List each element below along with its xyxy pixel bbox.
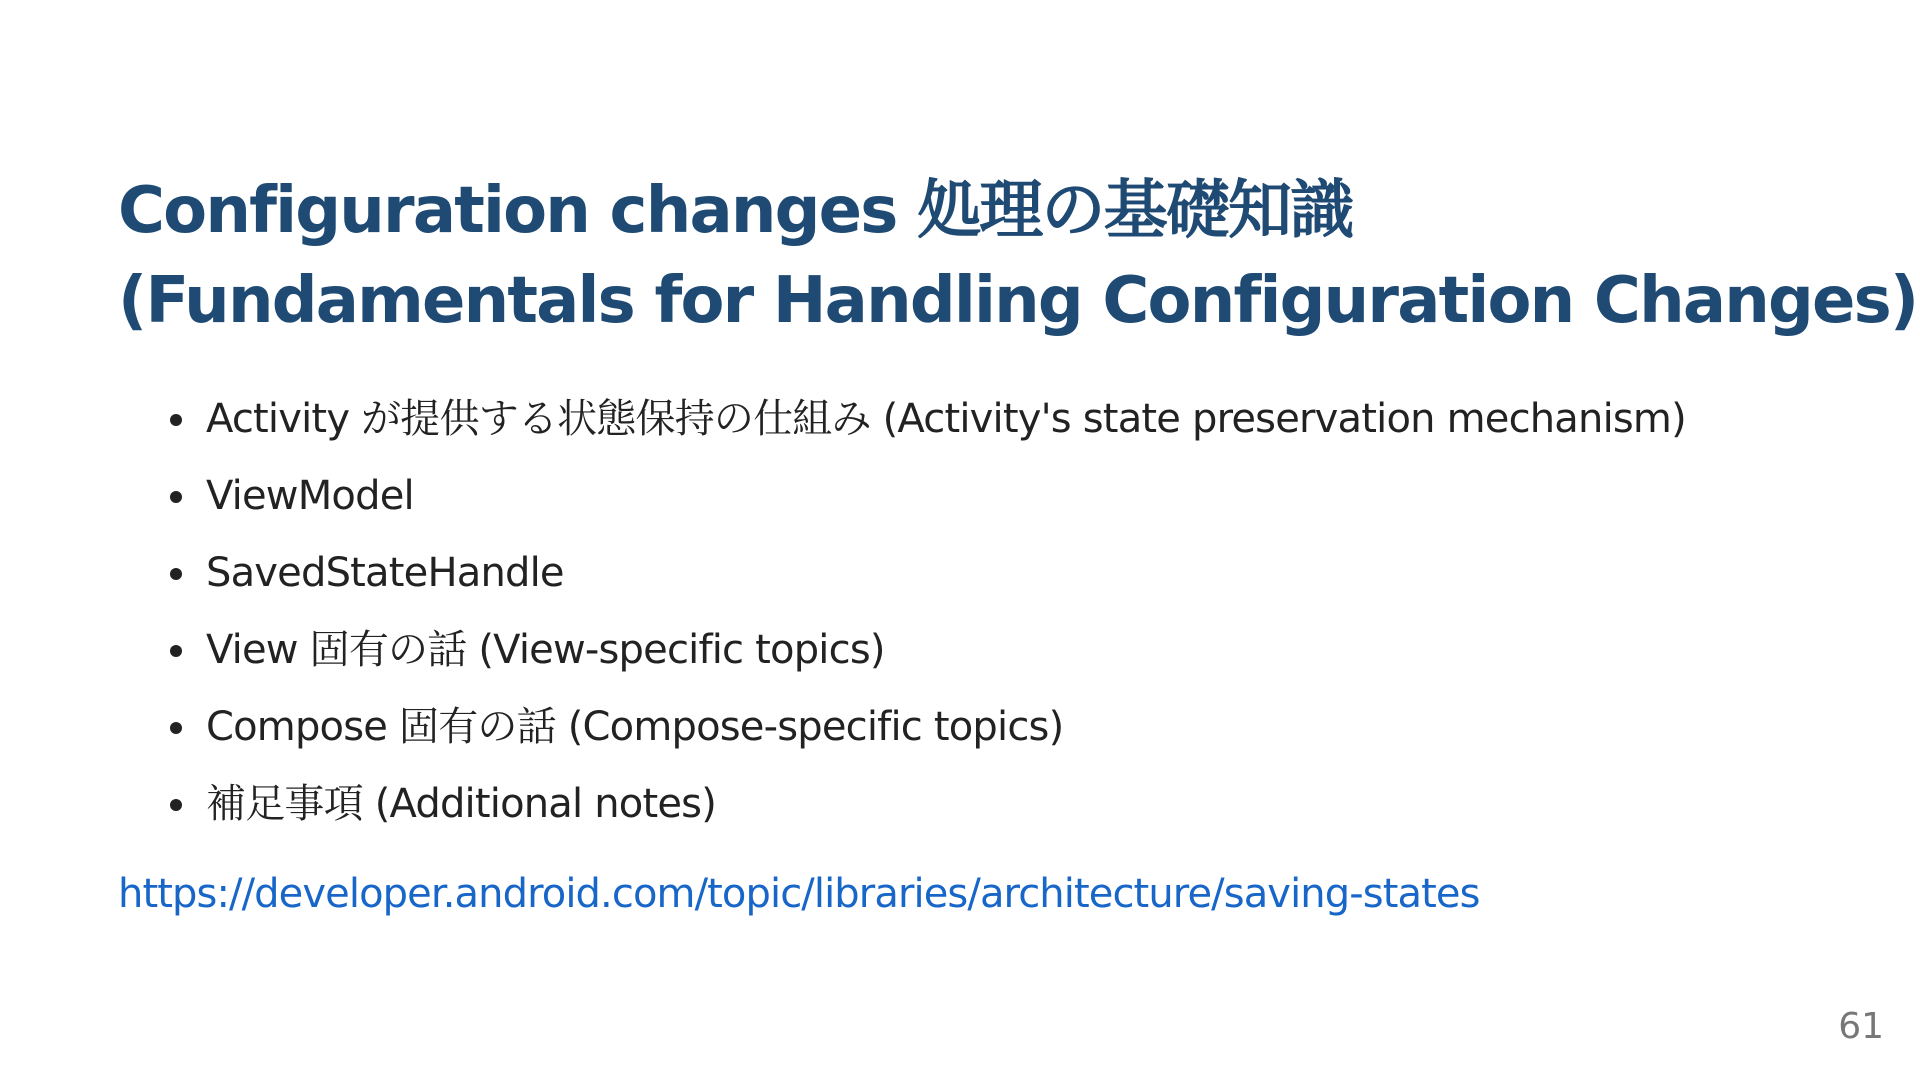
topic-list-item-additional-notes [206,773,1686,850]
topic-label: View 固有の話 (View-specific topics) [206,627,885,673]
page-number: 61 [1838,1006,1884,1047]
bullet-dot-icon [170,799,182,811]
bullet-dot-icon [170,645,182,657]
android-saving-states-link[interactable]: https://developer.android.com/topic/libraries/architecture/saving-states [118,871,1480,917]
bullet-dot-icon [170,722,182,734]
topic-label: SavedStateHandle [206,550,564,596]
slide-title [118,166,1918,346]
topic-list-item-savedstatehandle [206,542,1686,619]
topic-list-item-view-specific [206,619,1686,696]
bullet-dot-icon [170,414,182,426]
topic-label: 補足事項 (Additional notes) [206,781,716,827]
slide-title-line-japanese: Configuration changes 処理の基礎知識 [118,174,1353,248]
topic-list-item-compose-specific [206,696,1686,773]
bullet-dot-icon [170,568,182,580]
topic-list-item-viewmodel [206,465,1686,542]
topic-label: Compose 固有の話 (Compose-specific topics) [206,704,1064,750]
topic-list [206,388,1686,850]
topic-label: ViewModel [206,473,414,519]
topic-label: Activity が提供する状態保持の仕組み (Activity's state preservation mechanism) [206,396,1686,442]
bullet-dot-icon [170,491,182,503]
slide-title-line-english: (Fundamentals for Handling Configuration Changes) [118,264,1918,338]
topic-list-item-activity-state [206,388,1686,465]
